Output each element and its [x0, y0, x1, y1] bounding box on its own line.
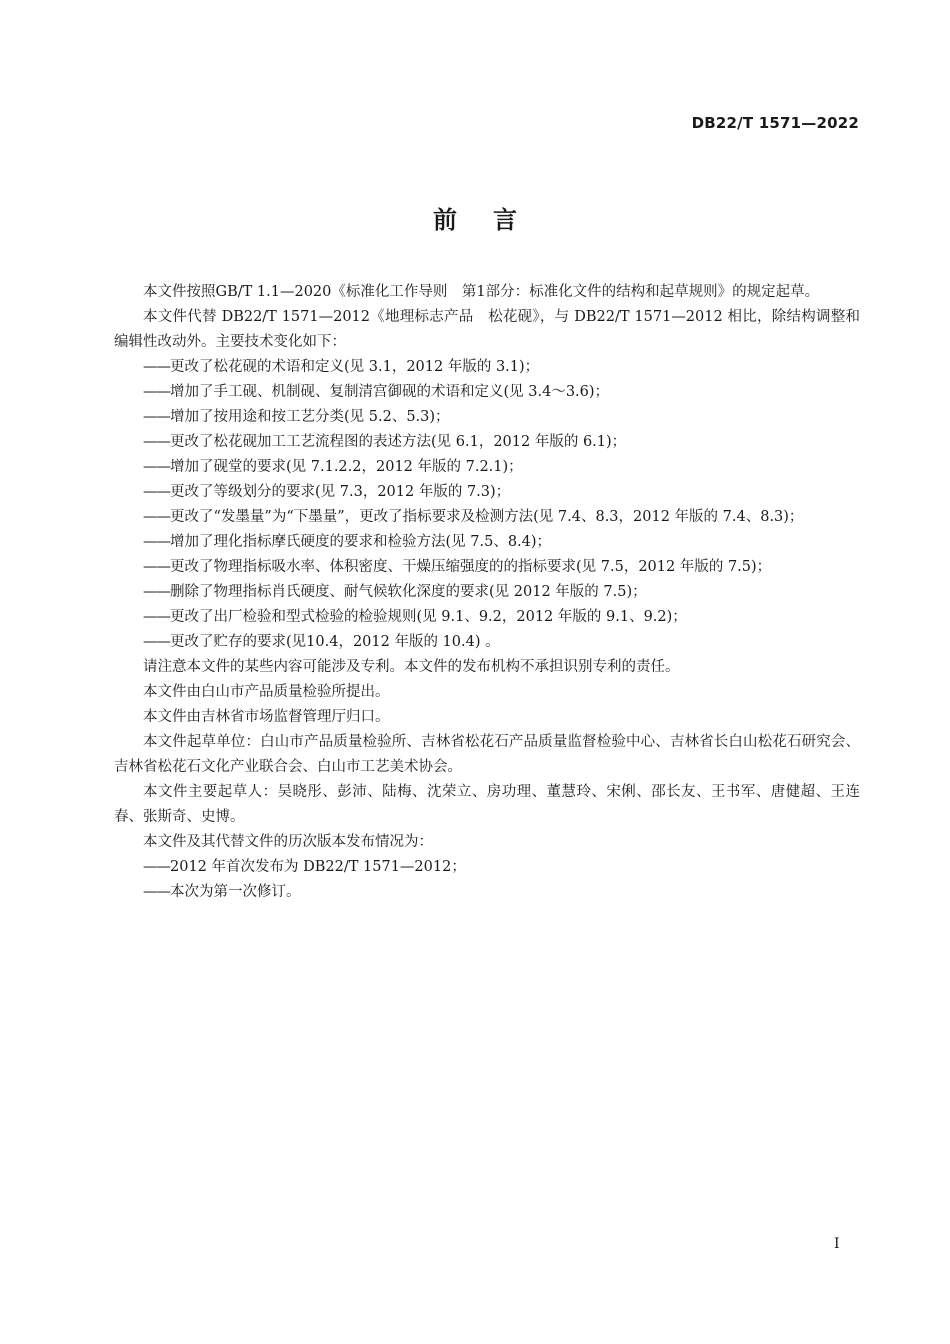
change-item: ——增加了按用途和按工艺分类(见 5.2、5.3)； — [143, 409, 450, 425]
dash-mark: —— — [143, 359, 170, 375]
change-item: ——增加了手工砚、机制砚、复制清宫御砚的术语和定义(见 3.4～3.6)； — [143, 384, 610, 400]
dash-mark: —— — [143, 434, 170, 450]
change-item: ——更改了松花砚的术语和定义(见 3.1，2012 年版的 3.1)； — [143, 359, 540, 375]
change-item: ——增加了砚堂的要求(见 7.1.2.2，2012 年版的 7.2.1)； — [143, 459, 523, 475]
change-item: ——增加了理化指标摩氏硬度的要求和检验方法(见 7.5、8.4)； — [143, 534, 552, 550]
page-number: I — [834, 1236, 840, 1252]
standard-code: DB22/T 1571—2022 — [691, 114, 859, 132]
dash-mark: —— — [143, 559, 170, 575]
dash-mark: —— — [143, 509, 170, 525]
change-item: ——删除了物理指标肖氏硬度、耐气候软化深度的要求(见 2012 年版的 7.5)； — [143, 584, 647, 600]
change-item: ——更改了贮存的要求(见10.4，2012 年版的 10.4) 。 — [143, 634, 500, 650]
replacement-paragraph: 本文件代替 DB22/T 1571—2012《地理标志产品 松花砚》，与 DB22/T 1571—2012 相比，除结构调整和编辑性改动外。主要技术变化如下： — [114, 309, 860, 350]
drafting-units: 本文件起草单位：白山市产品质量检验所、吉林省松花石产品质量监督检验中心、吉林省长白山松花石研究会、吉林省松花石文化产业联合会、白山市工艺美术协会。 — [114, 734, 860, 775]
history-item: ——本次为第一次修订。 — [143, 884, 301, 900]
history-heading: 本文件及其代替文件的历次版本发布情况为： — [143, 834, 433, 850]
intro-paragraph: 本文件按照GB/T 1.1—2020《标准化工作导则 第1部分：标准化文件的结构和起草规则》的规定起草。 — [143, 284, 820, 300]
dash-mark: —— — [143, 634, 170, 650]
dash-mark: —— — [143, 609, 170, 625]
dash-mark: —— — [143, 859, 170, 875]
change-item: ——更改了松花砚加工工艺流程图的表述方法(见 6.1，2012 年版的 6.1)； — [143, 434, 627, 450]
dash-mark: —— — [143, 459, 170, 475]
dash-mark: —— — [143, 584, 170, 600]
proposer-statement: 本文件由白山市产品质量检验所提出。 — [143, 684, 390, 700]
change-item: ——更改了“发墨量”为“下墨量”，更改了指标要求及检测方法(见 7.4、8.3，2012 年版的 7.4、8.3)； — [143, 509, 804, 525]
dash-mark: —— — [143, 384, 170, 400]
change-item: ——更改了出厂检验和型式检验的检验规则(见 9.1、9.2，2012 年版的 9.1、9.2)； — [143, 609, 687, 625]
dash-mark: —— — [143, 534, 170, 550]
change-item: ——更改了物理指标吸水率、体积密度、干燥压缩强度的的指标要求(见 7.5，2012 年版的 7.5)； — [143, 559, 772, 575]
administrator-statement: 本文件由吉林省市场监督管理厅归口。 — [143, 709, 390, 725]
history-item: ——2012 年首次发布为 DB22/T 1571—2012； — [143, 859, 466, 875]
drafters: 本文件主要起草人：吴晓彤、彭沛、陆梅、沈荣立、房功理、董慧玲、宋俐、邵长友、王书军、唐健超、王连春、张斯奇、史博。 — [114, 784, 860, 825]
dash-mark: —— — [143, 484, 170, 500]
patent-statement: 请注意本文件的某些内容可能涉及专利。本文件的发布机构不承担识别专利的责任。 — [143, 659, 680, 675]
page-title: 前言 — [433, 206, 553, 234]
dash-mark: —— — [143, 409, 170, 425]
change-item: ——更改了等级划分的要求(见 7.3，2012 年版的 7.3)； — [143, 484, 511, 500]
dash-mark: —— — [143, 884, 170, 900]
foreword-body — [114, 280, 860, 905]
